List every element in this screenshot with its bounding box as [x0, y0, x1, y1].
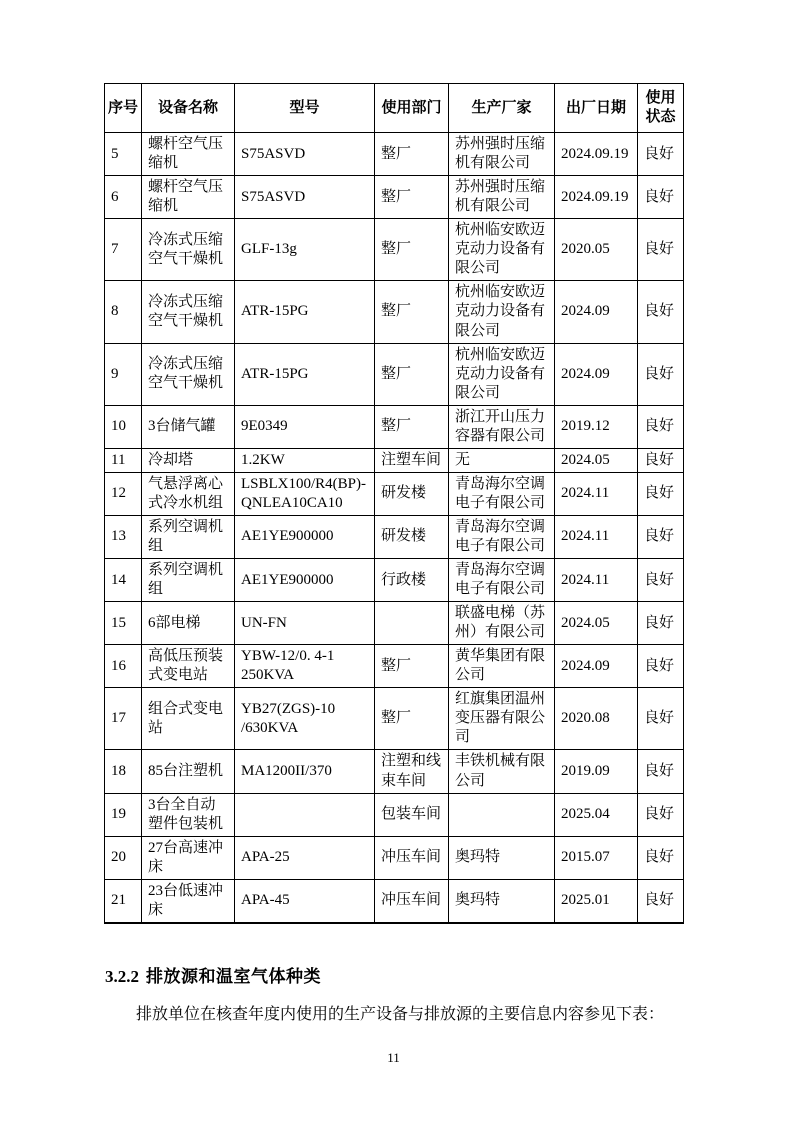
- cell-serial-number: 12: [105, 472, 142, 515]
- cell-equipment-name: 冷冻式压缩空气干燥机: [142, 281, 235, 343]
- cell-usage-status: 良好: [638, 281, 684, 343]
- cell-manufacturer: 无: [449, 448, 555, 472]
- cell-department: 注塑车间: [375, 448, 449, 472]
- cell-serial-number: 5: [105, 133, 142, 176]
- table-row: [105, 176, 684, 219]
- cell-factory-date: 2025.04: [555, 793, 638, 836]
- cell-department: 整厂: [375, 133, 449, 176]
- cell-usage-status: 良好: [638, 793, 684, 836]
- cell-department: 整厂: [375, 343, 449, 405]
- cell-usage-status: 良好: [638, 559, 684, 602]
- cell-equipment-name: 高低压预装式变电站: [142, 645, 235, 688]
- cell-manufacturer: 浙江开山压力容器有限公司: [449, 405, 555, 448]
- table-row: [105, 836, 684, 879]
- cell-equipment-name: 系列空调机组: [142, 515, 235, 558]
- section-heading: [105, 962, 793, 987]
- cell-equipment-name: 气悬浮离心式冷水机组: [142, 472, 235, 515]
- column-header-department: 使用部门: [375, 84, 449, 133]
- cell-manufacturer: 丰铁机械有限公司: [449, 750, 555, 793]
- table-row: [105, 688, 684, 750]
- cell-factory-date: 2024.09: [555, 343, 638, 405]
- cell-model: APA-25: [235, 836, 375, 879]
- table-header-row: [105, 84, 684, 133]
- cell-department: 注塑和线束车间: [375, 750, 449, 793]
- cell-model: AE1YE900000: [235, 515, 375, 558]
- cell-equipment-name: 3台全自动塑件包装机: [142, 793, 235, 836]
- cell-factory-date: 2024.09.19: [555, 133, 638, 176]
- cell-usage-status: 良好: [638, 472, 684, 515]
- column-header-factory-date: 出厂日期: [555, 84, 638, 133]
- table-row: [105, 793, 684, 836]
- cell-factory-date: 2019.12: [555, 405, 638, 448]
- cell-serial-number: 17: [105, 688, 142, 750]
- cell-usage-status: 良好: [638, 879, 684, 923]
- cell-manufacturer: 苏州强时压缩机有限公司: [449, 133, 555, 176]
- body-paragraph: 排放单位在核查年度内使用的生产设备与排放源的主要信息内容参见下表：: [136, 1005, 665, 1023]
- cell-model: S75ASVD: [235, 133, 375, 176]
- cell-usage-status: 良好: [638, 405, 684, 448]
- cell-department: 整厂: [375, 405, 449, 448]
- page-number: 11: [387, 1050, 400, 1066]
- cell-equipment-name: 组合式变电站: [142, 688, 235, 750]
- cell-factory-date: 2015.07: [555, 836, 638, 879]
- cell-serial-number: 9: [105, 343, 142, 405]
- cell-factory-date: 2024.05: [555, 448, 638, 472]
- cell-manufacturer: 杭州临安欧迈克动力设备有限公司: [449, 281, 555, 343]
- cell-manufacturer: 奥玛特: [449, 836, 555, 879]
- cell-model: AE1YE900000: [235, 559, 375, 602]
- cell-manufacturer: 奥玛特: [449, 879, 555, 923]
- cell-model: APA-45: [235, 879, 375, 923]
- cell-manufacturer: [449, 793, 555, 836]
- cell-factory-date: 2019.09: [555, 750, 638, 793]
- cell-model: GLF-13g: [235, 219, 375, 281]
- cell-serial-number: 20: [105, 836, 142, 879]
- cell-manufacturer: 黄华集团有限公司: [449, 645, 555, 688]
- cell-equipment-name: 23台低速冲床: [142, 879, 235, 923]
- cell-department: 整厂: [375, 219, 449, 281]
- cell-serial-number: 10: [105, 405, 142, 448]
- cell-usage-status: 良好: [638, 219, 684, 281]
- equipment-table: [104, 83, 684, 924]
- cell-manufacturer: 青岛海尔空调电子有限公司: [449, 515, 555, 558]
- table-row: [105, 559, 684, 602]
- cell-serial-number: 14: [105, 559, 142, 602]
- cell-manufacturer: 联盛电梯（苏州）有限公司: [449, 602, 555, 645]
- table-row: [105, 343, 684, 405]
- cell-manufacturer: 杭州临安欧迈克动力设备有限公司: [449, 343, 555, 405]
- cell-usage-status: 良好: [638, 133, 684, 176]
- column-header-usage-status: 使用状态: [638, 84, 684, 133]
- cell-usage-status: 良好: [638, 688, 684, 750]
- cell-factory-date: 2020.08: [555, 688, 638, 750]
- cell-factory-date: 2024.11: [555, 472, 638, 515]
- cell-usage-status: 良好: [638, 750, 684, 793]
- table-row: [105, 750, 684, 793]
- cell-model: ATR-15PG: [235, 281, 375, 343]
- table-row: [105, 879, 684, 923]
- cell-equipment-name: 系列空调机组: [142, 559, 235, 602]
- column-header-serial-number: 序号: [105, 84, 142, 133]
- cell-factory-date: 2024.09: [555, 281, 638, 343]
- cell-serial-number: 18: [105, 750, 142, 793]
- cell-department: 冲压车间: [375, 836, 449, 879]
- cell-manufacturer: 青岛海尔空调电子有限公司: [449, 472, 555, 515]
- cell-equipment-name: 27台高速冲床: [142, 836, 235, 879]
- cell-factory-date: 2024.11: [555, 515, 638, 558]
- column-header-model: 型号: [235, 84, 375, 133]
- cell-serial-number: 15: [105, 602, 142, 645]
- cell-department: 整厂: [375, 176, 449, 219]
- cell-manufacturer: 杭州临安欧迈克动力设备有限公司: [449, 219, 555, 281]
- cell-model: UN-FN: [235, 602, 375, 645]
- cell-equipment-name: 冷冻式压缩空气干燥机: [142, 343, 235, 405]
- cell-usage-status: 良好: [638, 448, 684, 472]
- table-row: [105, 472, 684, 515]
- cell-manufacturer: 青岛海尔空调电子有限公司: [449, 559, 555, 602]
- cell-serial-number: 8: [105, 281, 142, 343]
- cell-serial-number: 19: [105, 793, 142, 836]
- cell-usage-status: 良好: [638, 515, 684, 558]
- table-row: [105, 645, 684, 688]
- cell-usage-status: 良好: [638, 645, 684, 688]
- cell-department: [375, 602, 449, 645]
- cell-model: ATR-15PG: [235, 343, 375, 405]
- column-header-manufacturer: 生产厂家: [449, 84, 555, 133]
- cell-equipment-name: 冷却塔: [142, 448, 235, 472]
- cell-model: 1.2KW: [235, 448, 375, 472]
- table-row: [105, 405, 684, 448]
- cell-department: 冲压车间: [375, 879, 449, 923]
- cell-manufacturer: 苏州强时压缩机有限公司: [449, 176, 555, 219]
- cell-manufacturer: 红旗集团温州变压器有限公司: [449, 688, 555, 750]
- cell-usage-status: 良好: [638, 602, 684, 645]
- cell-factory-date: 2024.09.19: [555, 176, 638, 219]
- table-row: [105, 133, 684, 176]
- cell-equipment-name: 3台储气罐: [142, 405, 235, 448]
- cell-equipment-name: 冷冻式压缩空气干燥机: [142, 219, 235, 281]
- cell-usage-status: 良好: [638, 836, 684, 879]
- section-title: 排放源和温室气体种类: [146, 966, 321, 986]
- cell-factory-date: 2025.01: [555, 879, 638, 923]
- cell-usage-status: 良好: [638, 343, 684, 405]
- cell-factory-date: 2020.05: [555, 219, 638, 281]
- cell-department: 整厂: [375, 645, 449, 688]
- table-row: [105, 448, 684, 472]
- cell-equipment-name: 螺杆空气压缩机: [142, 176, 235, 219]
- table-row: [105, 515, 684, 558]
- table-row: [105, 281, 684, 343]
- cell-department: 研发楼: [375, 515, 449, 558]
- cell-equipment-name: 螺杆空气压缩机: [142, 133, 235, 176]
- cell-department: 研发楼: [375, 472, 449, 515]
- cell-factory-date: 2024.11: [555, 559, 638, 602]
- cell-equipment-name: 6部电梯: [142, 602, 235, 645]
- cell-model: [235, 793, 375, 836]
- cell-model: S75ASVD: [235, 176, 375, 219]
- cell-department: 包装车间: [375, 793, 449, 836]
- cell-serial-number: 7: [105, 219, 142, 281]
- cell-model: 9E0349: [235, 405, 375, 448]
- cell-department: 整厂: [375, 688, 449, 750]
- cell-usage-status: 良好: [638, 176, 684, 219]
- table-row: [105, 602, 684, 645]
- cell-factory-date: 2024.05: [555, 602, 638, 645]
- cell-serial-number: 13: [105, 515, 142, 558]
- cell-equipment-name: 85台注塑机: [142, 750, 235, 793]
- section-number: 3.2.2: [105, 966, 139, 986]
- cell-serial-number: 11: [105, 448, 142, 472]
- cell-department: 整厂: [375, 281, 449, 343]
- table-row: [105, 219, 684, 281]
- cell-model: LSBLX100/R4(BP)-QNLEA10CA10: [235, 472, 375, 515]
- cell-model: MA1200II/370: [235, 750, 375, 793]
- cell-model: YBW-12/0. 4-1 250KVA: [235, 645, 375, 688]
- cell-serial-number: 21: [105, 879, 142, 923]
- cell-model: YB27(ZGS)-10 /630KVA: [235, 688, 375, 750]
- cell-factory-date: 2024.09: [555, 645, 638, 688]
- column-header-equipment-name: 设备名称: [142, 84, 235, 133]
- cell-department: 行政楼: [375, 559, 449, 602]
- cell-serial-number: 6: [105, 176, 142, 219]
- cell-serial-number: 16: [105, 645, 142, 688]
